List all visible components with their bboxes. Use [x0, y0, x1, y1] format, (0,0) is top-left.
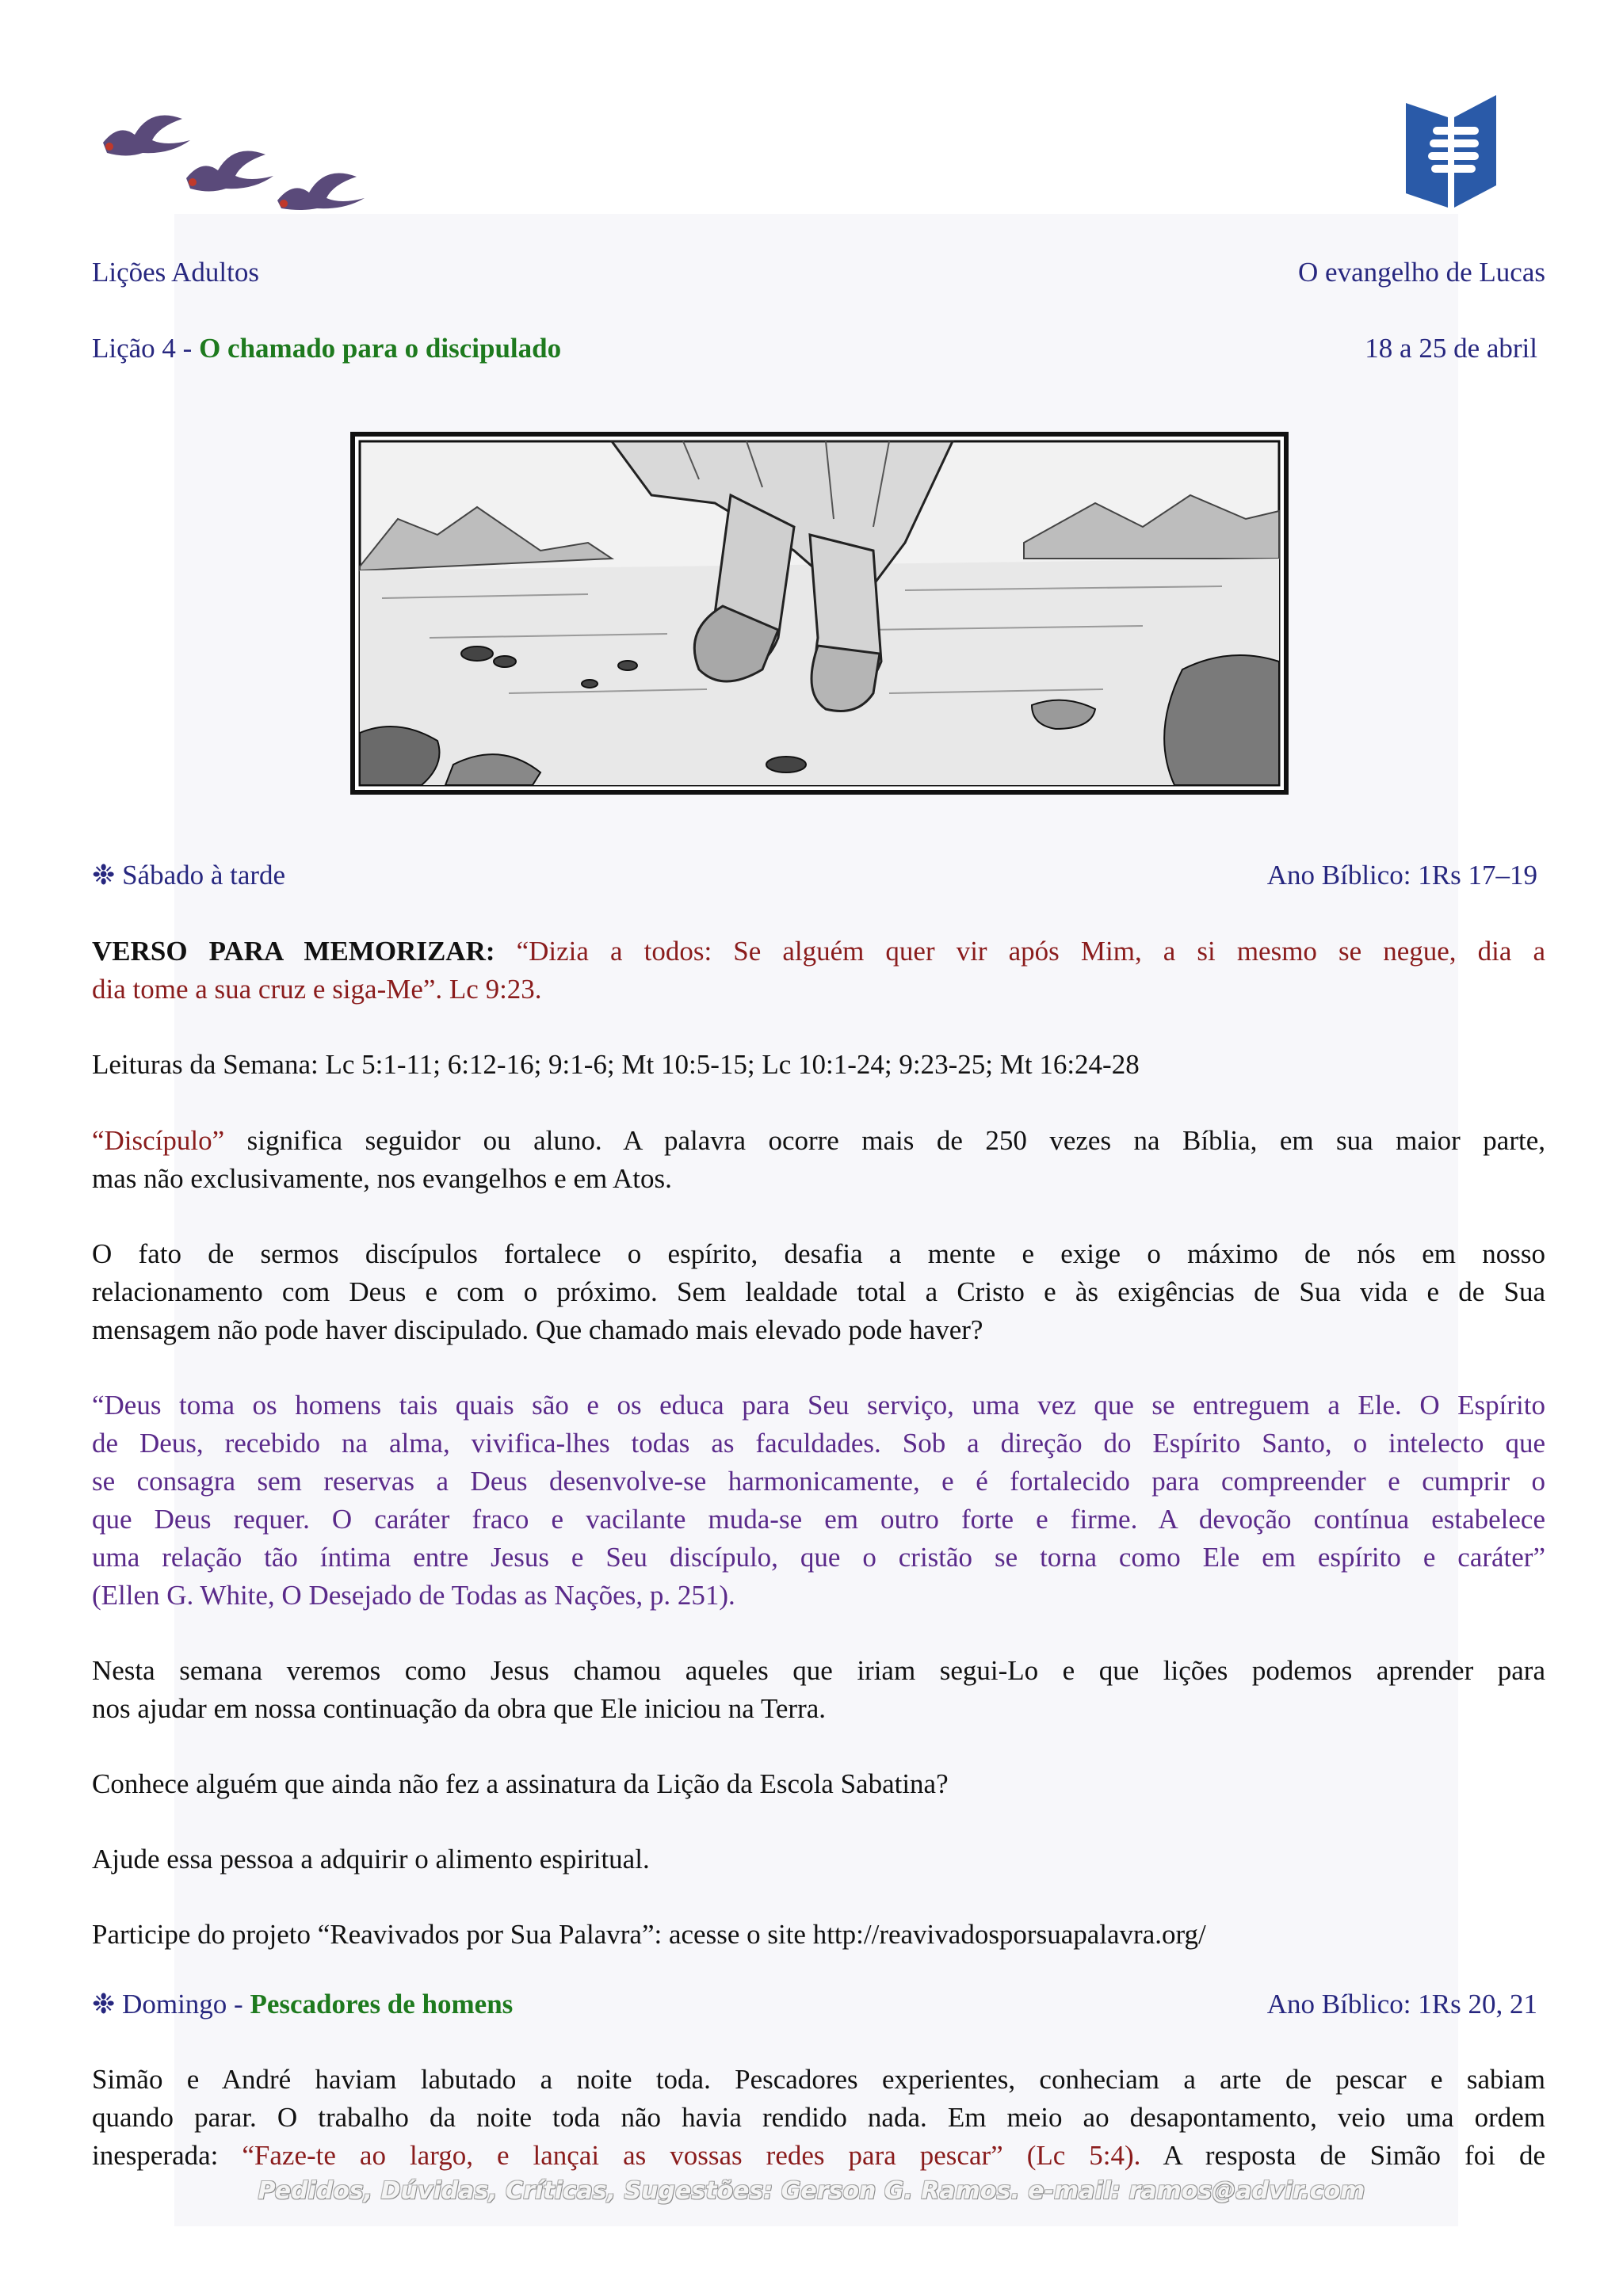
paragraph-discipulos-fortalece: O fato de sermos discípulos fortalece o espírito, desafia a mente e exige o máximo de nós em nosso relacionamento com Deus e com o próximo. Sem lealdade total a Cristo e às exigências de Sua vida e de Sua mensagem não pode haver discipulado. Que chamado mais elevado pode haver? — [92, 1238, 1545, 1345]
paragraph-reavivados: Participe do projeto “Reavivados por Sua Palavra”: acesse o site http://reavivadosporsuapalavra.org/ — [92, 1919, 1206, 1950]
sunday-heading-row — [92, 1985, 1537, 2023]
saturday-bible-reading: Ano Bíblico: 1Rs 17–19 — [1266, 860, 1537, 891]
ornament-icon: ❉ — [92, 1989, 116, 2019]
sunday-title: Pescadores de homens — [250, 1989, 514, 2019]
header-row-1 — [92, 254, 1545, 292]
saturday-heading-row — [92, 856, 1537, 894]
sunday-bible-reading: Ano Bíblico: 1Rs 20, 21 — [1266, 1989, 1537, 2019]
paragraph-ellen-white-quote: “Deus toma os homens tais quais são e os educa para Seu serviço, uma vez que se entreguem a Ele. O Espírito de Deus, recebido na alma, vivifica-lhes todas as faculdades. Sob a direção do Espírito Santo, o intelecto que se consagra sem reservas a Deus desenvolve-se harmonicamente, e é fortalecido para compreender e cumprir o que Deus requer. O caráter fraco e vacilante muda-se em outro forte e firme. A devoção contínua estabelece uma relação tão íntima entre Jesus e Seu discípulo, que o cristão se torna como Ele em espírito e caráter” (Ellen G. White, O Desejado de Todas as Nações, p. 251). — [92, 1390, 1545, 1611]
memory-verse-label: VERSO PARA MEMORIZAR: — [92, 936, 495, 967]
book-logo-icon — [1404, 95, 1498, 208]
paragraph-assinatura: Conhece alguém que ainda não fez a assinatura da Lição da Escola Sabatina? — [92, 1768, 949, 1799]
paragraph-ajude: Ajude essa pessoa a adquirir o alimento espiritual. — [92, 1844, 650, 1875]
ornament-icon: ❉ — [92, 860, 116, 891]
illustration-jesus-walking — [350, 432, 1289, 795]
paragraph-discipulo: “Discípulo” significa seguidor ou aluno. A palavra ocorre mais de 250 vezes na Bíblia, em sua maior parte, mas não exclusivamente, nos evangelhos e em Atos. — [92, 1125, 1545, 1194]
series-title: Lições Adultos — [92, 257, 259, 288]
footer-contact: Pedidos, Dúvidas, Críticas, Sugestões: Gerson G. Ramos. e-mail: ramos@advir.com — [258, 2177, 1365, 2205]
header-row-2 — [92, 330, 1537, 368]
birds-logo-icon — [95, 91, 372, 210]
sunday-heading: ❉ Domingo - Pescadores de homens — [92, 1989, 514, 2019]
paragraph-simao-andre: Simão e André haviam labutado a noite toda. Pescadores experientes, conheciam a arte de pescar e sabiam quando parar. O trabalho da noite toda não havia rendido nada. Em meio ao desapontamento, veio uma ordem inesperada: “Faze-te ao largo, e lançai as vossas redes para pescar” (Lc 5:4). A resposta de Simão foi de — [92, 2064, 1545, 2171]
paragraph-nesta-semana: Nesta semana veremos como Jesus chamou aqueles que iriam segui-Lo e que lições podemos aprender para nos ajudar em nossa continuação da obra que Ele iniciou na Terra. — [92, 1655, 1545, 1724]
lesson-title: O chamado para o discipulado — [199, 333, 562, 364]
lesson-dates: 18 a 25 de abril — [1365, 333, 1537, 364]
book-title: O evangelho de Lucas — [1298, 257, 1545, 288]
memory-verse: VERSO PARA MEMORIZAR: “Dizia a todos: Se alguém quer vir após Mim, a si mesmo se negue, dia a dia tome a sua cruz e siga-Me”. Lc 9:23. — [92, 936, 1545, 1005]
weekly-readings: Leituras da Semana: Lc 5:1-11; 6:12-16; 9:1-6; Mt 10:5-15; Lc 10:1-24; 9:23-25; Mt 16:24-28 — [92, 1049, 1140, 1080]
lesson-heading: Lição 4 - O chamado para o discipulado — [92, 333, 562, 364]
saturday-heading: ❉ Sábado à tarde — [92, 860, 286, 891]
